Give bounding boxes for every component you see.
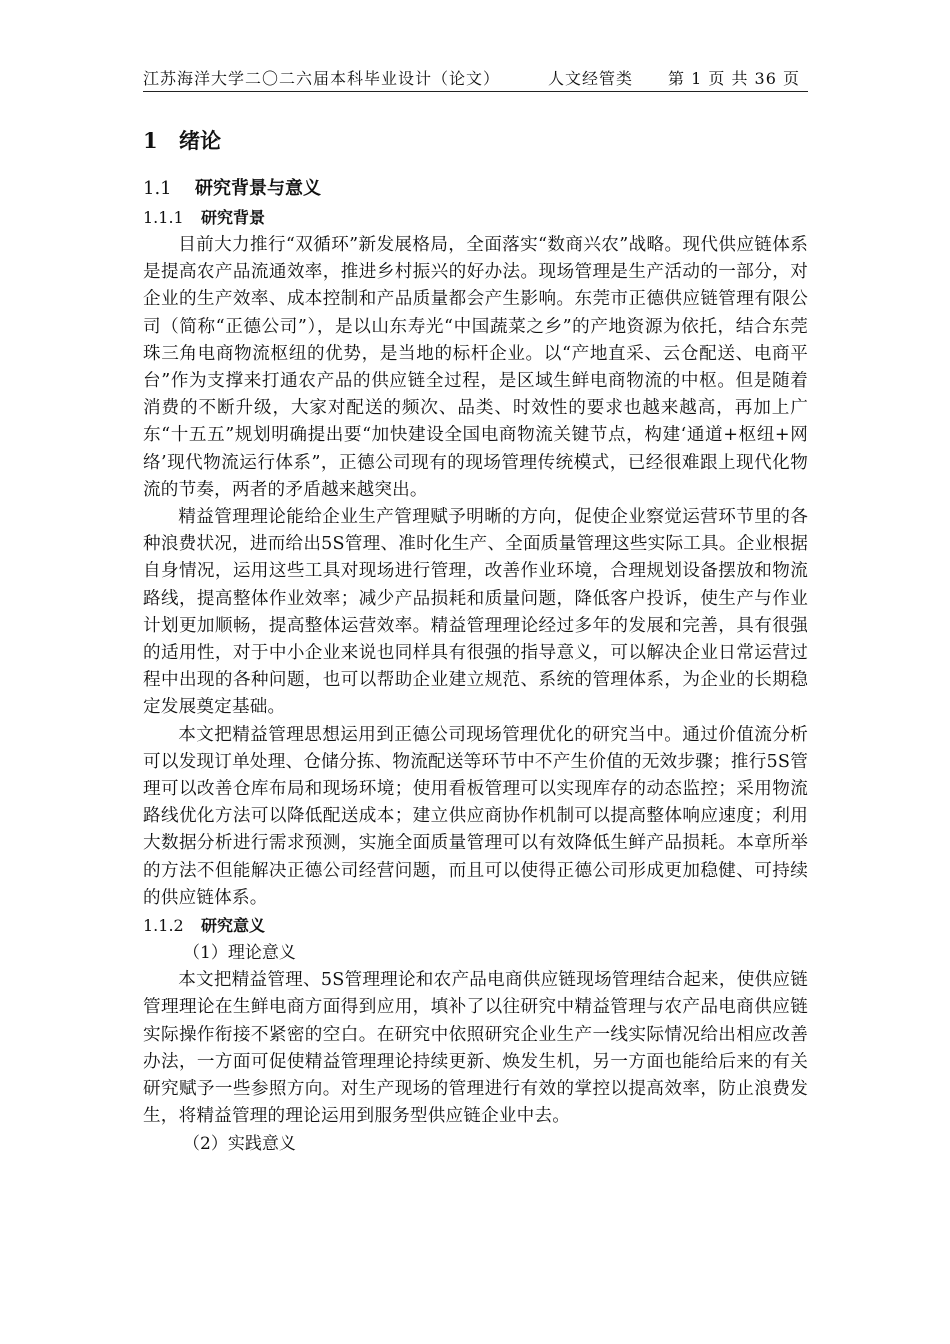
item-practice: （2）实践意义: [183, 1133, 296, 1154]
subsection-title: 研究背景: [201, 208, 266, 227]
paragraph-1: 目前大力推行“双循环”新发展格局，全面落实“数商兴农”战略。现代供应链体系是提高农产品流通效率，推进乡村振兴的好办法。现场管理是生产活动的一部分，对企业的生产效率、成本控制和产品质量都会产生影响。东莞市正德供应链管理有限公司（简称“正德公司”），是以山东寿光“中国蔬菜之乡”的产地资源为依托，结合东莞珠三角电商物流枢纽的优势，是当地的标杆企业。以“产地直采、云仓配送、电商平台”作为支撑来打通农产品的供应链全过程，是区域生鲜电商物流的中枢。但是随着消费的不断升级，大家对配送的频次、品类、时效性的要求也越来越高，再加上广东“十五五”规划明确提出要“加快建设全国电商物流关键节点，构建‘通道+枢纽+网络’现代物流运行体系”，正德公司现有的现场管理传统模式，已经很难跟上现代化物流的节奏，两者的矛盾越来越突出。: [143, 235, 808, 500]
paragraph-4: 本文把精益管理、5S管理理论和农产品电商供应链现场管理结合起来，使供应链管理理论在生鲜电商方面得到应用，填补了以往研究中精益管理与农产品电商供应链实际操作衔接不紧密的空白。在研究中依照研究企业生产一线实际情况给出相应改善办法，一方面可促使精益管理理论持续更新、焕发生机，另一方面也能给后来的有关研究赋予一些参照方向。对生产现场的管理进行有效的掌控以提高效率，防止浪费发生，将精益管理的理论运用到服务型供应链企业中去。: [143, 970, 808, 1127]
subsection-number: 1.1.2: [143, 916, 184, 936]
subsection-heading-significance: [143, 912, 808, 940]
section-heading: [143, 174, 808, 204]
chapter-title: 绪论: [179, 128, 221, 153]
section-number: 1.1: [143, 178, 172, 199]
chapter-heading: [143, 124, 808, 158]
main-content: [143, 124, 808, 1158]
section-title: 研究背景与意义: [195, 178, 321, 199]
subsection-number: 1.1.1: [143, 208, 184, 227]
paragraph-3: 本文把精益管理思想运用到正德公司现场管理优化的研究当中。通过价值流分析可以发现订单处理、仓储分拣、物流配送等环节中不产生价值的无效步骤；推行5S管理可以改善仓库布局和现场环境；使用看板管理可以实现库存的动态监控；采用物流路线优化方法可以降低配送成本；建立供应商协作机制可以提高整体响应速度；利用大数据分析进行需求预测，实施全面质量管理可以有效降低生鲜产品损耗。本章所举的方法不但能解决正德公司经营问题，而且可以使得正德公司形成更加稳健、可持续的供应链体系。: [143, 724, 808, 908]
header-school: 江苏海洋大学二〇二六届本科毕业设计（论文）: [143, 69, 501, 88]
page-header: [143, 66, 808, 92]
subsection-title: 研究意义: [201, 916, 266, 936]
subsection-heading-background: [143, 204, 808, 232]
chapter-number: 1: [143, 128, 158, 153]
header-page-info: 第 1 页 共 36 页: [668, 69, 800, 88]
header-category: 人文经管类: [548, 69, 634, 88]
paragraph-2: 精益管理理论能给企业生产管理赋予明晰的方向，促使企业察觉运营环节里的各种浪费状况，进而给出5S管理、准时化生产、全面质量管理这些实际工具。企业根据自身情况，运用这些工具对现场进行管理，改善作业环境，合理规划设备摆放和物流路线，提高整体作业效率；减少产品损耗和质量问题，降低客户投诉，使生产与作业计划更加顺畅，提高整体运营效率。精益管理理论经过多年的发展和完善，具有很强的适用性，对于中小企业来说也同样具有很强的指导意义，可以解决企业日常运营过程中出现的各种问题，也可以帮助企业建立规范、系统的管理体系，为企业的长期稳定发展奠定基础。: [143, 507, 808, 718]
item-theory: （1）理论意义: [183, 943, 296, 964]
